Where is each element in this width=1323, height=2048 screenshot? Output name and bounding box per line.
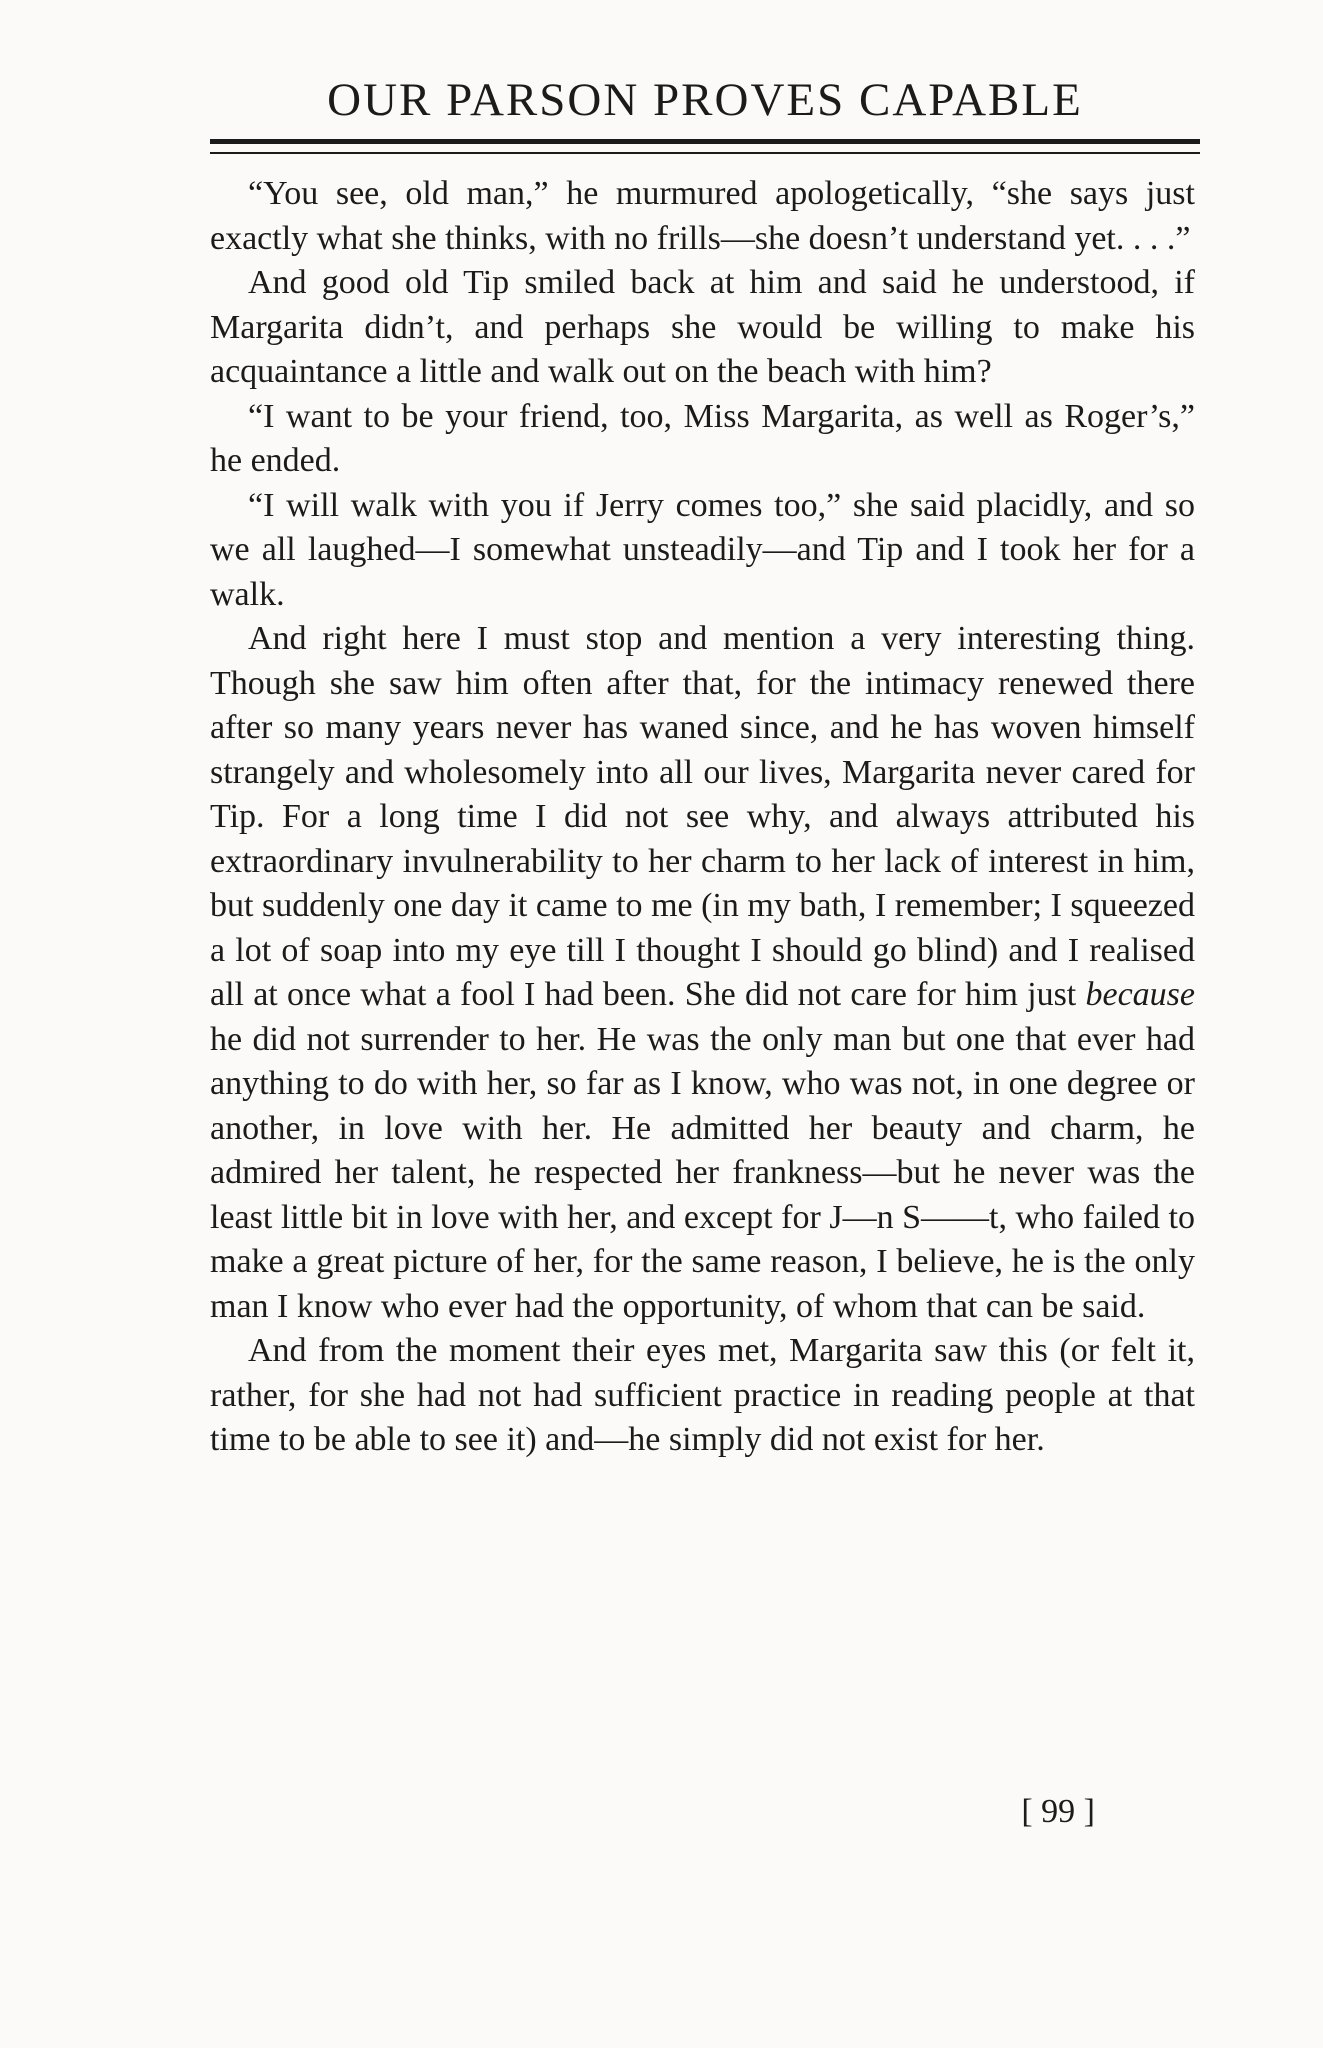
header-rule-thin: [210, 152, 1200, 154]
paragraph-5: [210, 617, 1195, 1329]
body-text: [210, 172, 1195, 1463]
paragraph-3: “I want to be your friend, too, Miss Margarita, as well as Roger’s,” he ended.: [210, 397, 1195, 479]
running-title: OUR PARSON PROVES CAPABLE: [327, 74, 1083, 126]
paragraph-1: “You see, old man,” he murmured apologetically, “she says just exactly what she thinks, with no frills—she doesn’t understand yet. . . .”: [210, 175, 1195, 257]
paragraph-2: And good old Tip smiled back at him and said he understood, if Margarita didn’t, and perhaps she would be willing to make his acquaintance a little and walk out on the beach with him?: [210, 264, 1195, 390]
header-rule-thick: [210, 139, 1200, 144]
page-number: [ 99 ]: [1021, 1793, 1095, 1830]
running-header: [210, 72, 1200, 128]
paragraph-4: “I will walk with you if Jerry comes too,” she said placidly, and so we all laughed—I somewhat unsteadily—and Tip and I took her for a walk.: [210, 486, 1195, 613]
paragraph-6: And from the moment their eyes met, Margarita saw this (or felt it, rather, for she had not had sufficient practice in reading people at that time to be able to see it) and—he simply did not exist for her.: [210, 1332, 1195, 1458]
emphasis-because: because: [1085, 976, 1195, 1013]
paragraph-5-before: And right here I must stop and mention a very interesting thing. Though she saw him often after that, for the intimacy renewed there after so many years never has waned since, and he has woven himself strangely and wholesomely into all our lives, Margarita never cared for Tip. For a long time I did not see why, and always attributed his extraordinary invulnerability to her charm to her lack of interest in him, but suddenly one day it came to me (in my bath, I remember; I squeezed a lot of soap into my eye till I thought I should go blind) and I realised all at once what a fool I had been. She did not care for him just: [210, 620, 1195, 1013]
paragraph-5-after: he did not surrender to her. He was the only man but one that ever had anything to do with her, so far as I know, who was not, in one degree or another, in love with her. He admitted her beauty and charm, he admired her talent, he respected her frankness—but he never was the least little bit in love with her, and except for J—n S——t, who failed to make a great picture of her, for the same reason, I believe, he is the only man I know who ever had the opportunity, of whom that can be said.: [210, 1020, 1195, 1325]
